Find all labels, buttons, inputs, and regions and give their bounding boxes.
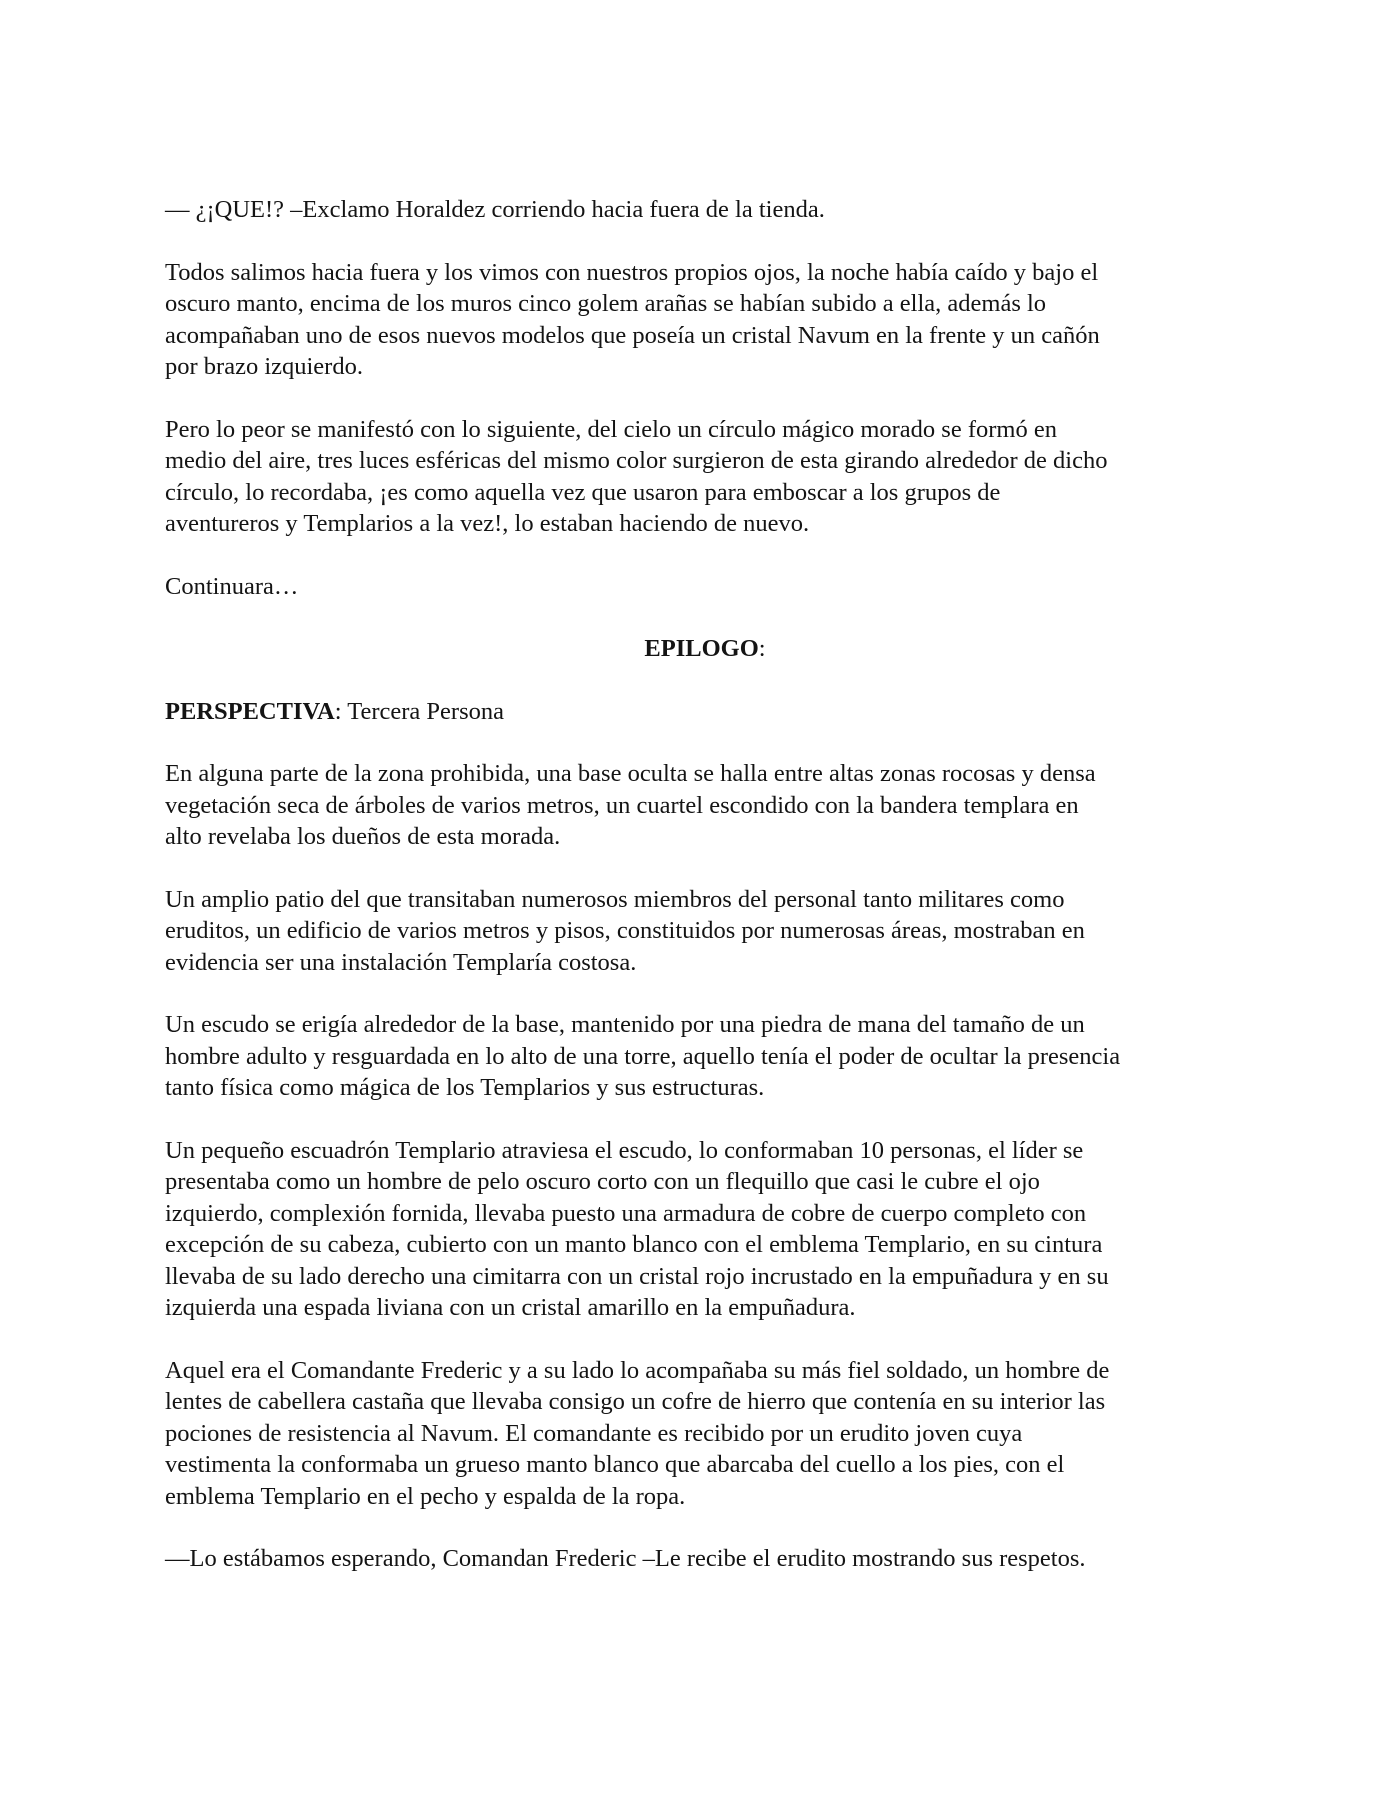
text-line: evidencia ser una instalación Templaría costosa. <box>165 948 637 976</box>
text-line: vegetación seca de árboles de varios metros, un cuartel escondido con la bandera templara en <box>165 791 1079 819</box>
text-line: Continuara… <box>165 572 299 600</box>
text-line: alto revelaba los dueños de esta morada. <box>165 823 561 850</box>
text-line: medio del aire, tres luces esféricas del mismo color surgieron de esta girando alrededor de dicho <box>165 447 1108 474</box>
paragraph-dialogue <box>165 1543 1245 1575</box>
paragraph-continuara <box>165 571 1245 603</box>
text-line: círculo, lo recordaba, ¡es como aquella vez que usaron para emboscar a los grupos de <box>165 478 1001 506</box>
text-line: llevaba de su lado derecho una cimitarra con un cristal rojo incrustado en la empuñadura y en su <box>165 1262 1109 1290</box>
text-line: lentes de cabellera castaña que llevaba consigo un cofre de hierro que contenía en su interior las <box>165 1388 1106 1415</box>
perspective-separator: : <box>334 697 342 725</box>
paragraph-commander <box>165 1355 1245 1513</box>
text-line: vestimenta la conformaba un grueso manto blanco que abarcaba del cuello a los pies, con el <box>165 1451 1065 1478</box>
text-line: Un amplio patio del que transitaban numerosos miembros del personal tanto militares como <box>165 885 1065 913</box>
text-line: Pero lo peor se manifestó con lo siguiente, del cielo un círculo mágico morado se formó en <box>165 415 1057 443</box>
epilogue-heading <box>165 633 1245 665</box>
paragraph-magic-circle <box>165 414 1245 540</box>
paragraph-exclamation <box>165 194 1245 226</box>
text-line: En alguna parte de la zona prohibida, una base oculta se halla entre altas zonas rocosas y densa <box>165 760 1096 787</box>
epilogue-title: EPILOGO <box>644 635 759 662</box>
text-line: excepción de su cabeza, cubierto con un manto blanco con el emblema Templario, en su cintura <box>165 1231 1103 1258</box>
text-line: —Lo estábamos esperando, Comandan Frederic –Le recibe el erudito mostrando sus respetos. <box>165 1545 1086 1572</box>
perspective-label: PERSPECTIVA <box>165 697 335 725</box>
perspective-line <box>165 696 1245 728</box>
text-line: presentaba como un hombre de pelo oscuro corto con un flequillo que casi le cubre el ojo <box>165 1168 1040 1195</box>
text-line: Un escudo se erigía alrededor de la base, mantenido por una piedra de mana del tamaño de un <box>165 1011 1085 1038</box>
perspective-wrapper <box>165 696 1245 728</box>
text-line: Un pequeño escuadrón Templario atraviesa el escudo, lo conformaban 10 personas, el líder se <box>165 1136 1084 1164</box>
document-page <box>165 194 1245 1606</box>
text-line: — ¿¡QUE!? –Exclamo Horaldez corriendo hacia fuera de la tienda. <box>165 196 825 223</box>
text-line: tanto física como mágica de los Templarios y sus estructuras. <box>165 1074 765 1101</box>
perspective-value: Tercera Persona <box>341 697 504 725</box>
text-line: Aquel era el Comandante Frederic y a su lado lo acompañaba su más fiel soldado, un hombre de <box>165 1356 1110 1384</box>
paragraph-patio <box>165 884 1245 979</box>
text-line: izquierda una espada liviana con un cristal amarillo en la empuñadura. <box>165 1294 856 1321</box>
text-line: por brazo izquierdo. <box>165 353 363 380</box>
paragraph-squadron <box>165 1135 1245 1324</box>
text-line: izquierdo, complexión fornida, llevaba puesto una armadura de cobre de cuerpo completo con <box>165 1199 1087 1227</box>
text-line: hombre adulto y resguardada en lo alto de una torre, aquello tenía el poder de ocultar la presencia <box>165 1042 1121 1070</box>
text-line: aventureros y Templarios a la vez!, lo estaban haciendo de nuevo. <box>165 510 810 537</box>
text-line: oscuro manto, encima de los muros cinco golem arañas se habían subido a ella, además lo <box>165 290 1047 317</box>
paragraph-hidden-base <box>165 758 1245 853</box>
text-line: acompañaban uno de esos nuevos modelos que poseía un cristal Navum en la frente y un cañón <box>165 321 1100 349</box>
text-line: emblema Templario en el pecho y espalda de la ropa. <box>165 1482 686 1510</box>
text-line: Todos salimos hacia fuera y los vimos con nuestros propios ojos, la noche había caído y bajo el <box>165 258 1099 286</box>
paragraph-golems <box>165 257 1245 383</box>
epilogue-colon: : <box>758 635 766 662</box>
text-line: eruditos, un edificio de varios metros y pisos, constituidos por numerosas áreas, mostraban en <box>165 917 1085 944</box>
text-line: pociones de resistencia al Navum. El comandante es recibido por un erudito joven cuya <box>165 1419 1023 1447</box>
paragraph-shield <box>165 1009 1245 1104</box>
